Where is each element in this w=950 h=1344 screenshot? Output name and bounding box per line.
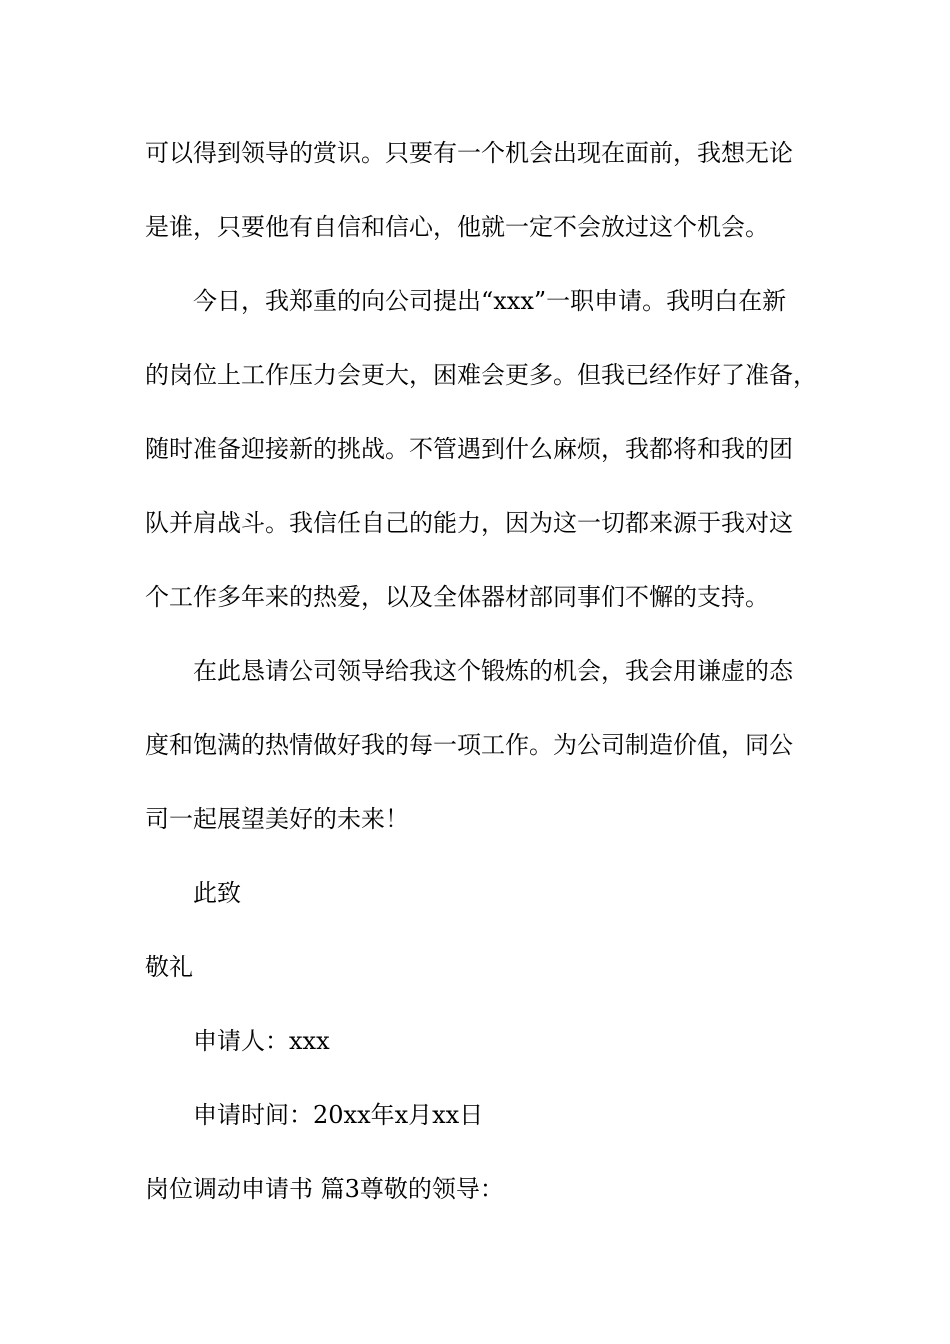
- paragraph-line: 队并肩战斗。我信任自己的能力，因为这一切都来源于我对这: [145, 509, 793, 537]
- salutation-line: 此致: [193, 879, 241, 907]
- section-heading: 岗位调动申请书 篇3尊敬的领导：: [145, 1175, 504, 1203]
- applicant-line: 申请人：xxx: [193, 1027, 330, 1055]
- paragraph-line: 度和饱满的热情做好我的每一项工作。为公司制造价值，同公: [145, 731, 793, 759]
- closing-line: 敬礼: [145, 953, 193, 981]
- paragraph-line: 今日，我郑重的向公司提出“xxx”一职申请。我明白在新: [193, 287, 787, 315]
- paragraph-line: 随时准备迎接新的挑战。不管遇到什么麻烦，我都将和我的团: [145, 435, 793, 463]
- date-line: 申请时间：20xx年x月xx日: [193, 1101, 484, 1129]
- paragraph-line: 在此恳请公司领导给我这个锻炼的机会，我会用谦虚的态: [193, 657, 793, 685]
- paragraph-line: 个工作多年来的热爱，以及全体器材部同事们不懈的支持。: [145, 583, 769, 611]
- paragraph-line: 是谁，只要他有自信和信心，他就一定不会放过这个机会。: [145, 213, 769, 241]
- paragraph-line: 可以得到领导的赏识。只要有一个机会出现在面前，我想无论: [145, 139, 793, 167]
- paragraph-line: 司一起展望美好的未来！: [145, 805, 409, 833]
- paragraph-line: 的岗位上工作压力会更大，困难会更多。但我已经作好了准备，: [145, 361, 817, 389]
